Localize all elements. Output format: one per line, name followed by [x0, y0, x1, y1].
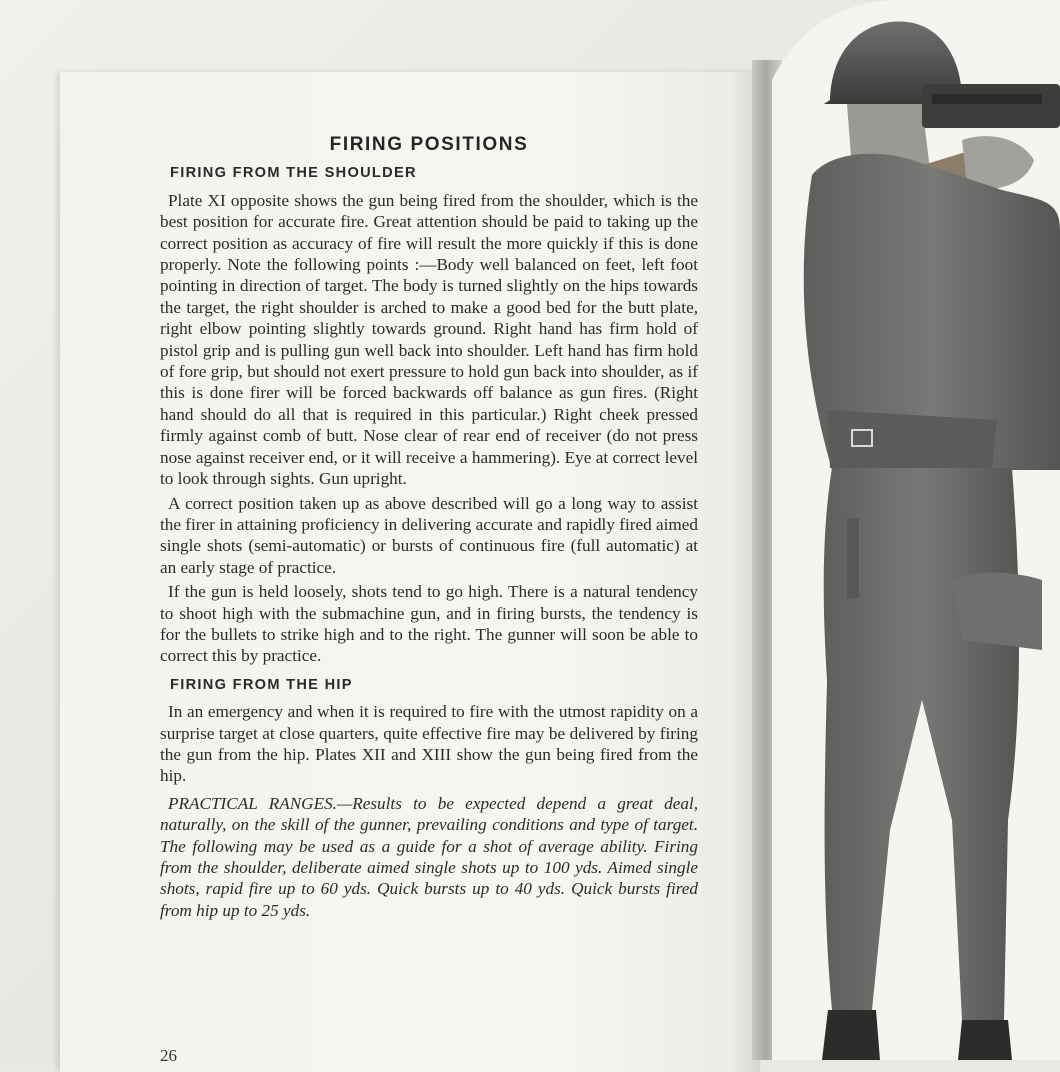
page-title: FIRING POSITIONS — [329, 134, 529, 155]
paragraph: A correct position taken up as above described will go a long way to assist the firer in attaining proficiency in delivering accurate and rapidly fired aimed single shots (semi-automatic) or bursts of continuous fire (full automatic) at an early stage of practice. — [160, 493, 698, 577]
section-heading-hip: FIRING FROM THE HIP — [170, 676, 353, 693]
page-number: 26 — [160, 1046, 177, 1065]
practical-ranges-paragraph: PRACTICAL RANGES.—Results to be expected depend a great deal, naturally, on the skill of the gunner, prevailing conditions and type of target. The following may be used as a guide for a shot of average ability. Firing from the shoulder, deliberate aimed single shots up to 100 yds. Aimed single shots, rapid fire up to 60 yds. Quick bursts up to 40 yds. Quick bursts fired from hip up to 25 yds. — [160, 793, 698, 920]
soldier-photo-icon — [772, 0, 1060, 1060]
boot-icon — [822, 1010, 880, 1060]
paragraph: In an emergency and when it is required to fire with the utmost rapidity on a surprise target at close quarters, quite effective fire may be delivered by firing the gun from the hip. Plates XII and XIII show the gun being fired from the hip. — [160, 702, 698, 786]
paragraph: Plate XI opposite shows the gun being fired from the shoulder, which is the best position for accurate fire. Great attention should be paid to taking up the correct position as accuracy of fire will result the more quickly if this is done properly. Note the following points :—Body well balanced on feet, left foot pointing in direction of target. The body is turned slightly on the hips towards the target, the right shoulder is arched to make a good bed for the butt plate, right elbow pointing slightly towards ground. Right hand has firm hold of pistol grip and is pulling gun well back into shoulder. Left hand has firm hold of fore grip, but should not exert pressure to hold gun back into shoulder, as if this is done firer will be forced backwards off balance as gun fires. (Right hand should do all that is required in this particular.) Right cheek pressed firmly against comb of butt. Nose clear of rear end of receiver (do not press nose against receiver end, or it will receive a hammering). Eye at correct level to look through sights. Gun upright. — [160, 190, 698, 489]
paragraph: If the gun is held loosely, shots tend to go high. There is a natural tendency to shoot high with the submachine gun, and in firing bursts, the tendency is for the bullets to strike high and to the right. The gunner will soon be able to correct this by practice. — [160, 582, 698, 666]
section-heading-shoulder: FIRING FROM THE SHOULDER — [170, 165, 417, 182]
page-text — [160, 134, 698, 924]
gun-receiver-icon — [922, 84, 1060, 128]
